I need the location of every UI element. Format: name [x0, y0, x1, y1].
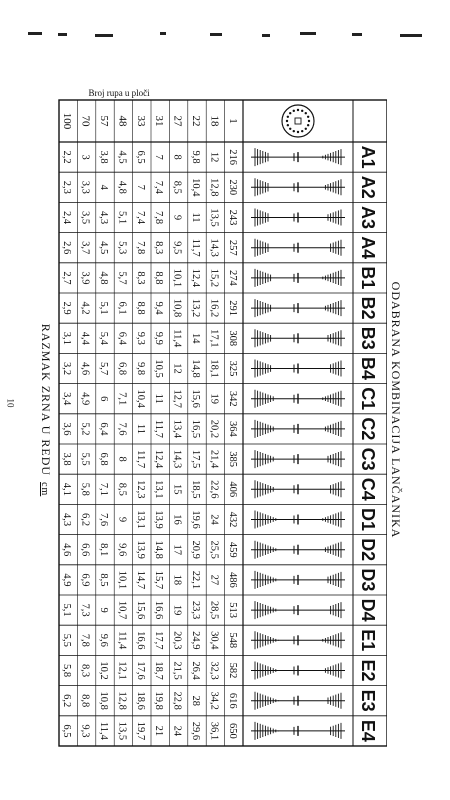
- spacing-cell: 9,3: [79, 724, 91, 738]
- spacing-cell: 16,5: [190, 419, 201, 439]
- spacing-cell: 17,6: [134, 661, 146, 680]
- footer-unit: cm: [39, 482, 50, 497]
- spacing-cell: 513: [226, 602, 238, 618]
- spacing-cell: 4,2: [79, 301, 91, 315]
- spacing-cell: 7,6: [116, 422, 128, 436]
- spacing-cell: 17: [171, 544, 183, 555]
- sprocket-diagram: [251, 692, 345, 710]
- spacing-cell: 243: [226, 209, 238, 226]
- spacing-cell: 28,5: [208, 600, 220, 620]
- footer-caption: [38, 70, 53, 750]
- spacing-cell: 9,3: [134, 331, 146, 345]
- spacing-cell: 20,9: [190, 540, 201, 559]
- spacing-cell: 4,5: [98, 241, 109, 255]
- spacing-cell: 18,5: [190, 480, 201, 499]
- spacing-cell: 19: [208, 393, 220, 404]
- spacing-cell: 5,3: [116, 241, 128, 255]
- spacing-cell: 5,1: [116, 210, 128, 225]
- spacing-cell: 9,8: [190, 150, 201, 164]
- spacing-cell: 4,3: [98, 210, 109, 225]
- spacing-cell: 548: [226, 632, 238, 649]
- spacing-cell: 5,5: [79, 452, 91, 466]
- spacing-cell: 5,5: [61, 633, 73, 647]
- spacing-cell: 308: [226, 330, 238, 347]
- column-header: B1: [358, 266, 378, 290]
- spacing-cell: 616: [226, 692, 238, 709]
- holes-cell: 57: [98, 115, 110, 127]
- page-title: ODABRANA KOMBINACIJA LANČANIKA: [389, 281, 403, 539]
- seed-plate-icon: [282, 105, 314, 137]
- holes-cell: 1: [226, 118, 239, 124]
- spacing-cell: 4: [98, 184, 109, 190]
- spacing-cell: 10,5: [153, 359, 165, 378]
- spacing-cell: 22,1: [190, 570, 201, 590]
- column-header: E4: [358, 719, 378, 742]
- spacing-cell: 19,6: [190, 510, 201, 529]
- spacing-cell: 2,2: [61, 150, 73, 164]
- spacing-cell: 7: [153, 154, 165, 160]
- spacing-cell: 15,6: [134, 600, 146, 620]
- spacing-cell: 19,7: [134, 721, 146, 741]
- spacing-cell: 12,1: [116, 661, 128, 680]
- spacing-cell: 2,6: [61, 241, 73, 255]
- spacing-cell: 257: [226, 239, 238, 256]
- spacing-cell: 12: [171, 363, 183, 374]
- spacing-cell: 18,7: [153, 661, 165, 680]
- spacing-cell: 14,8: [153, 540, 165, 559]
- spacing-cell: 6,4: [116, 331, 128, 345]
- spacing-cell: 18,1: [208, 359, 220, 378]
- spacing-cell: 9,6: [98, 633, 109, 647]
- column-header: B3: [358, 326, 378, 350]
- spacing-cell: 6,5: [134, 150, 146, 164]
- spacing-cell: 16,6: [134, 631, 146, 650]
- spacing-cell: 4,5: [116, 150, 128, 164]
- spacing-cell: 385: [226, 451, 238, 467]
- column-header: C3: [358, 447, 378, 471]
- spacing-cell: 14,3: [171, 449, 183, 469]
- spacing-cell: 12,4: [190, 268, 201, 288]
- column-header: B4: [358, 356, 378, 381]
- spacing-cell: 6,8: [116, 361, 128, 376]
- spacing-cell: 17,1: [208, 329, 220, 348]
- spacing-cell: 5,1: [61, 603, 73, 617]
- sprocket-diagram: [251, 601, 345, 619]
- spacing-cell: 5,7: [116, 271, 128, 285]
- spacing-cell: 9: [98, 607, 109, 613]
- spacing-cell: 13,9: [153, 510, 165, 529]
- spacing-cell: 8: [116, 456, 128, 462]
- spacing-cell: 5,1: [98, 301, 109, 315]
- spacing-cell: 10,8: [171, 298, 183, 318]
- spacing-cell: 14: [190, 333, 201, 344]
- spacing-cell: 15,2: [208, 268, 220, 288]
- spacing-cell: 4,1: [61, 482, 73, 496]
- spacing-cell: 10,4: [190, 178, 201, 197]
- spacing-cell: 2,4: [61, 210, 73, 225]
- spacing-cell: 11,4: [98, 721, 109, 740]
- spacing-cell: 11: [134, 423, 146, 434]
- column-header: A1: [358, 145, 378, 169]
- spacing-cell: 17,5: [190, 449, 201, 469]
- column-header: C4: [358, 477, 378, 501]
- spacing-cell: 4,6: [79, 361, 91, 376]
- spacing-cell: 6: [98, 396, 109, 402]
- spacing-cell: 19,8: [153, 691, 165, 710]
- spacing-cell: 22,8: [171, 691, 183, 710]
- spacing-cell: 34,2: [208, 691, 220, 710]
- spacing-cell: 7: [134, 184, 146, 190]
- spacing-cell: 18: [171, 574, 183, 586]
- spacing-cell: 8,8: [79, 694, 91, 708]
- spacing-cell: 7,4: [134, 210, 146, 225]
- spacing-cell: 3: [79, 154, 91, 160]
- spacing-cell: 14,8: [190, 359, 201, 378]
- sprocket-diagram: [251, 480, 345, 498]
- spacing-cell: 5,2: [79, 422, 91, 436]
- spacing-cell: 582: [226, 662, 238, 679]
- spacing-cell: 11: [190, 212, 201, 223]
- spacing-cell: 3,8: [61, 452, 73, 466]
- spacing-cell: 26,4: [190, 661, 201, 680]
- sprocket-diagram: [251, 360, 345, 378]
- spacing-cell: 21: [153, 725, 165, 737]
- spacing-cell: 2,3: [61, 180, 73, 194]
- spacing-cell: 9,5: [171, 241, 183, 255]
- spacing-cell: 21,4: [208, 449, 220, 469]
- spacing-cell: 3,4: [61, 392, 73, 406]
- spacing-cell: 29,6: [190, 721, 201, 741]
- column-header: D1: [358, 507, 378, 532]
- sprocket-diagram: [251, 420, 345, 438]
- spacing-cell: 8,5: [98, 573, 109, 587]
- row-header-label: Broj rupa u ploči: [88, 88, 150, 98]
- column-header: E1: [358, 629, 378, 652]
- spacing-cell: 5,7: [98, 361, 109, 376]
- spacing-cell: 406: [226, 481, 238, 498]
- spacing-cell: 25,5: [208, 540, 220, 559]
- column-header: A2: [358, 175, 378, 199]
- column-header: C2: [358, 417, 378, 441]
- spacing-cell: 12,4: [153, 449, 165, 469]
- holes-cell: 27: [171, 115, 184, 127]
- spacing-cell: 6,2: [61, 694, 73, 708]
- spacing-cell: 432: [226, 511, 238, 528]
- sprocket-diagram: [251, 329, 345, 347]
- spacing-cell: 19: [171, 604, 183, 616]
- spacing-cell: 10,1: [171, 268, 183, 288]
- column-header: B2: [358, 296, 378, 320]
- holes-cell: 70: [79, 115, 92, 127]
- spacing-cell: 8,3: [134, 271, 146, 285]
- spacing-cell: 9: [116, 516, 128, 523]
- spacing-cell: 8: [171, 154, 183, 160]
- spacing-cell: 6,1: [116, 301, 128, 315]
- spacing-cell: 24,9: [190, 631, 201, 650]
- spacing-cell: 5,8: [61, 663, 73, 678]
- spacing-cell: 3,1: [61, 331, 73, 345]
- spacing-cell: 24: [208, 514, 220, 525]
- sprocket-diagram: [251, 390, 345, 408]
- spacing-cell: 13,5: [116, 721, 128, 741]
- spacing-cell: 6,8: [98, 452, 109, 466]
- spacing-cell: 4,8: [98, 271, 109, 285]
- page-number: 10: [5, 398, 16, 408]
- spacing-cell: 13,2: [190, 298, 201, 318]
- spacing-cell: 11,7: [190, 238, 201, 257]
- spacing-cell: 12,7: [171, 389, 183, 408]
- spacing-cell: 8,1: [98, 543, 109, 557]
- sprocket-diagram: [251, 541, 345, 559]
- spacing-cell: 459: [226, 541, 238, 558]
- column-header: A3: [358, 205, 378, 230]
- spacing-cell: 13,5: [208, 208, 220, 227]
- spacing-cell: 5,4: [98, 331, 109, 345]
- spacing-cell: 3,5: [79, 210, 91, 225]
- spacing-cell: 7,1: [98, 482, 109, 496]
- spacing-cell: 9,6: [116, 543, 128, 557]
- spacing-cell: 5,8: [79, 482, 91, 496]
- spacing-cell: 20,3: [171, 631, 183, 650]
- spacing-cell: 32,3: [208, 661, 220, 680]
- spacing-cell: 22,6: [208, 480, 220, 499]
- spacing-cell: 15,7: [153, 570, 165, 590]
- spacing-cell: 230: [226, 179, 238, 196]
- spacing-cell: 4,9: [79, 392, 91, 406]
- spacing-cell: 9,4: [153, 301, 165, 315]
- spacing-cell: 650: [226, 723, 238, 739]
- spacing-cell: 325: [226, 360, 238, 377]
- spacing-cell: 7,8: [153, 210, 165, 225]
- spacing-cell: 16,6: [153, 600, 165, 620]
- spacing-cell: 17,7: [153, 631, 165, 650]
- spacing-cell: 3,2: [61, 361, 73, 376]
- spacing-cell: 21,5: [171, 661, 183, 680]
- spacing-cell: 27: [208, 574, 220, 586]
- spacing-cell: 10,4: [134, 389, 146, 408]
- spacing-cell: 4,8: [116, 180, 128, 194]
- spacing-cell: 486: [226, 572, 238, 588]
- spacing-cell: 7,4: [153, 180, 165, 194]
- holes-cell: 22: [190, 115, 202, 127]
- spacing-cell: 13,1: [153, 480, 165, 499]
- holes-cell: 31: [153, 115, 166, 127]
- spacing-cell: 6,2: [79, 512, 91, 527]
- spacing-cell: 8,8: [153, 271, 165, 285]
- spacing-cell: 11,7: [153, 419, 165, 438]
- spacing-cell: 9: [171, 214, 183, 221]
- spacing-cell: 14,3: [208, 238, 220, 257]
- spacing-cell: 13,9: [134, 540, 146, 559]
- spacing-cell: 274: [226, 270, 238, 286]
- spacing-cell: 11,7: [134, 450, 146, 469]
- spacing-cell: 18,6: [134, 691, 146, 710]
- spacing-cell: 7,8: [134, 241, 146, 255]
- spacing-cell: 6,9: [79, 573, 91, 587]
- sprocket-diagram: [251, 269, 345, 287]
- spacing-cell: 8,5: [116, 482, 128, 496]
- column-header: C1: [358, 387, 378, 411]
- spacing-cell: 2,9: [61, 301, 73, 315]
- sprocket-diagram: [251, 722, 345, 740]
- spacing-cell: 13,4: [171, 419, 183, 439]
- spacing-cell: 16: [171, 514, 183, 525]
- spacing-cell: 4,4: [79, 331, 91, 345]
- holes-cell: 18: [208, 115, 221, 127]
- spacing-cell: 28: [190, 695, 201, 706]
- sprocket-diagram: [251, 239, 345, 257]
- spacing-cell: 23,3: [190, 600, 201, 620]
- spacing-cell: 11: [153, 393, 165, 404]
- spacing-cell: 11,4: [171, 329, 183, 348]
- spacing-cell: 12,8: [116, 691, 128, 710]
- sprocket-diagram: [251, 571, 345, 589]
- spacing-cell: 216: [226, 149, 238, 165]
- sprocket-diagram: [251, 511, 345, 529]
- spacing-cell: 15,6: [190, 389, 201, 408]
- spacing-cell: 7,8: [79, 633, 91, 647]
- spacing-cell: 4,3: [61, 512, 73, 527]
- holes-cell: 100: [61, 112, 74, 130]
- sprocket-diagram: [251, 662, 345, 680]
- spacing-cell: 2,7: [61, 271, 73, 285]
- spacing-cell: 6,4: [98, 422, 109, 436]
- spacing-cell: 7,1: [116, 392, 128, 406]
- column-header: D2: [358, 538, 378, 562]
- spacing-cell: 10,2: [98, 661, 109, 680]
- spacing-cell: 364: [226, 421, 238, 437]
- spacing-cell: 24: [171, 725, 183, 737]
- footer-label: RAZMAK ZRNA U REDU: [39, 323, 53, 477]
- spacing-cell: 4,9: [61, 573, 73, 587]
- sprocket-diagram: [251, 148, 345, 166]
- spacing-cell: 12: [208, 151, 220, 163]
- spacing-cell: 3,8: [98, 150, 109, 164]
- column-header: E2: [358, 659, 378, 682]
- spacing-cell: 12,8: [208, 178, 220, 197]
- spacing-cell: 10,7: [116, 600, 128, 620]
- sprocket-table: [57, 70, 387, 750]
- spacing-cell: 9,9: [153, 331, 165, 345]
- spacing-cell: 10,8: [98, 691, 109, 710]
- sprocket-diagram: [251, 209, 345, 227]
- column-header: A4: [358, 236, 378, 260]
- sprocket-diagram: [251, 631, 345, 649]
- spacing-cell: 20,2: [208, 419, 220, 439]
- spacing-cell: 13,1: [134, 510, 146, 529]
- spacing-cell: 6,5: [61, 724, 73, 738]
- spacing-cell: 14,7: [134, 570, 146, 590]
- spacing-cell: 10,1: [116, 570, 128, 590]
- spacing-cell: 8,3: [153, 241, 165, 255]
- column-header: D3: [358, 568, 378, 592]
- spacing-cell: 3,7: [79, 241, 91, 255]
- spacing-cell: 16,2: [208, 298, 220, 318]
- spacing-cell: 8,5: [171, 180, 183, 194]
- sprocket-diagram: [251, 450, 345, 468]
- spacing-cell: 3,6: [61, 422, 73, 436]
- spacing-cell: 3,3: [79, 180, 91, 194]
- sprocket-diagram: [251, 299, 345, 317]
- spacing-cell: 11,4: [116, 631, 128, 650]
- spacing-cell: 291: [226, 300, 238, 316]
- spacing-cell: 6,6: [79, 543, 91, 557]
- spacing-cell: 7,6: [98, 512, 109, 527]
- spacing-cell: 3,9: [79, 271, 91, 285]
- holes-cell: 33: [134, 115, 147, 127]
- spacing-cell: 4,6: [61, 543, 73, 557]
- column-header: E3: [358, 689, 378, 712]
- spacing-cell: 8,8: [134, 301, 146, 315]
- spacing-cell: 15: [171, 484, 183, 495]
- sprocket-diagram: [251, 178, 345, 196]
- spacing-cell: 9,8: [134, 361, 146, 376]
- spacing-cell: 12,3: [134, 480, 146, 499]
- table-page: [35, 70, 405, 750]
- spacing-cell: 36,1: [208, 721, 220, 741]
- spacing-cell: 30,4: [208, 631, 220, 650]
- column-header: D4: [358, 598, 378, 622]
- holes-cell: 48: [116, 115, 129, 127]
- spacing-cell: 7,3: [79, 603, 91, 617]
- spacing-cell: 8,3: [79, 663, 91, 678]
- spacing-cell: 342: [226, 390, 238, 407]
